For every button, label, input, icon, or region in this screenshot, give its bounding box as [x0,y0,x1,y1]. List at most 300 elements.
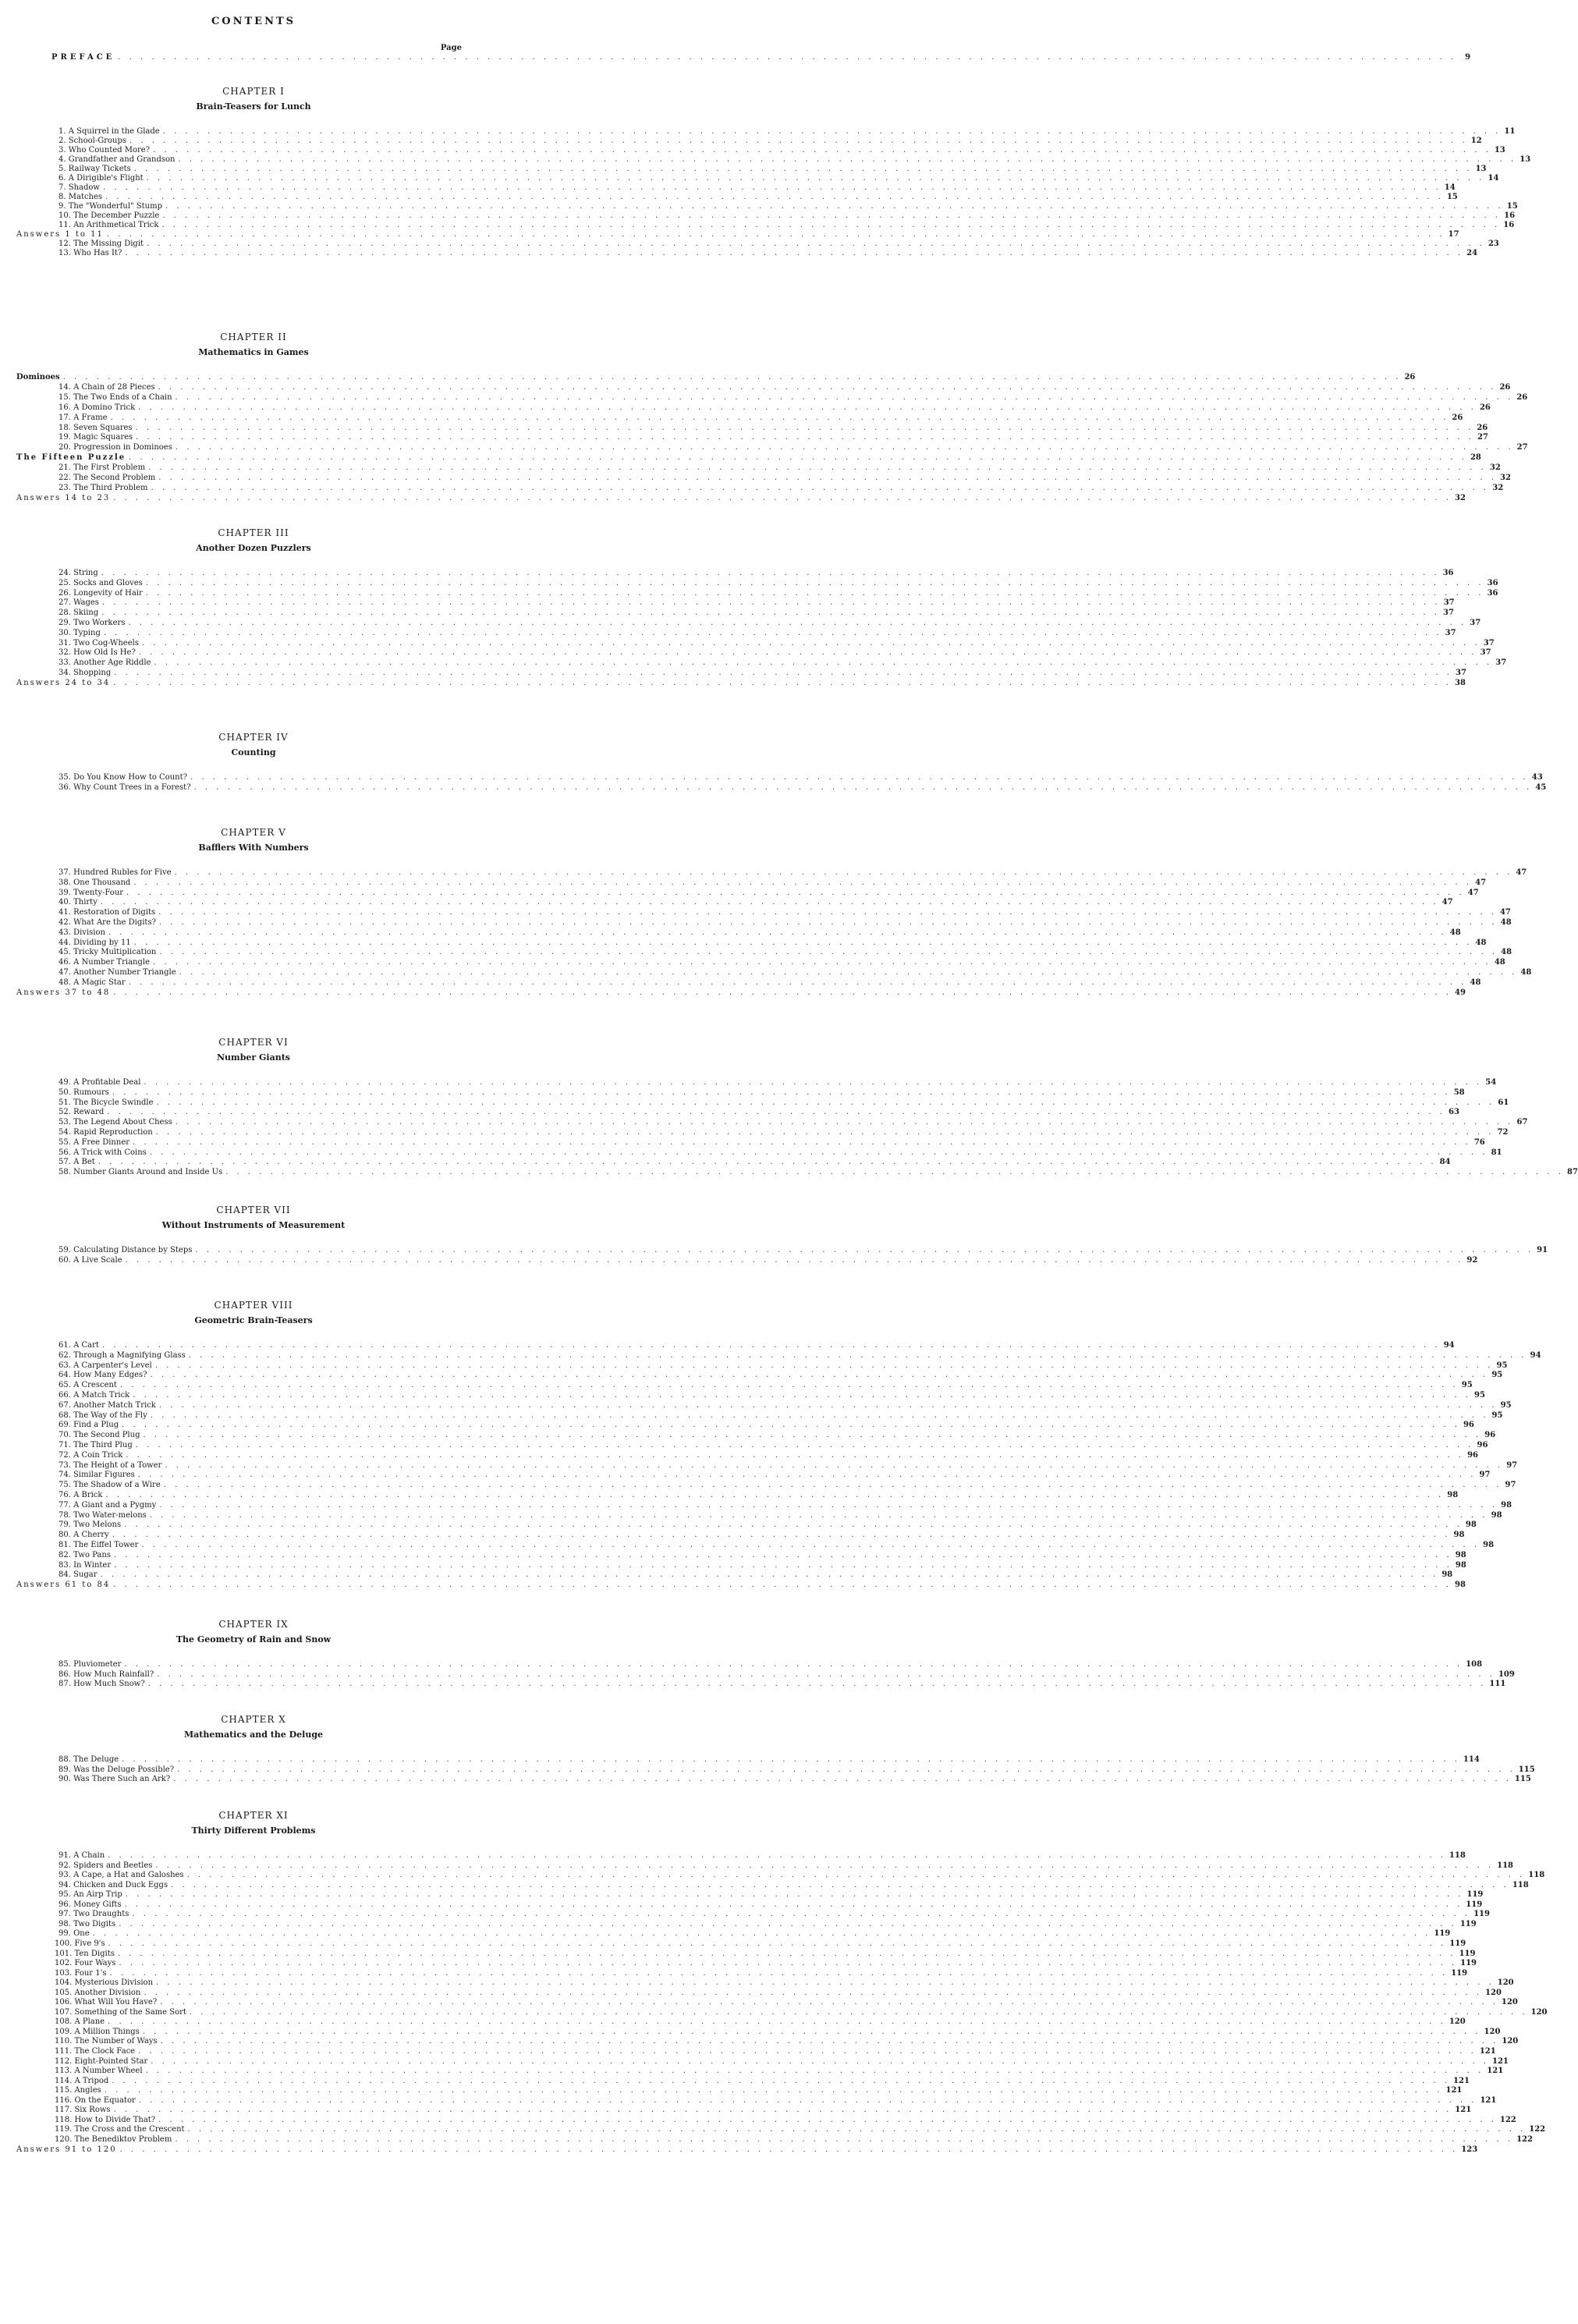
entry-title: 97. Two Draughts [59,1910,129,1919]
dot-leader: . . . . . . . . . . . . . . . . . . . . . . . . . . . . . . . . . . . . . . . . . . . . . . . . . . . . . . . . . . . . . . . . . . . . . . . . . . . . . . . . . . . . . . . . . . . . . . . . . . . . . . . . . . . . . . . . . . . . . . . . [155,1861,1495,1870]
toc-entry[interactable] [59,1087,1465,1098]
dot-leader: . . . . . . . . . . . . . . . . . . . . . . . . . . . . . . . . . . . . . . . . . . . . . . . . . . . . . . . . . . . . . . . . . . . . . . . . . . . . . . . . . . . . . . . . . . . . . . . . . . . . . . . . . . . . . . . . . . . . . . . . [144,1078,1483,1087]
entry-title: 8. Matches [59,193,103,201]
toc-entry[interactable] [59,957,1505,967]
chapter-heading: CHAPTER X [221,1714,286,1725]
entry-page: 26 [1499,382,1511,392]
entry-page: 98 [1483,1541,1495,1549]
entry-title: 39. Twenty-Four [59,888,123,897]
toc-entry[interactable] [59,1410,1503,1421]
dot-leader: . . . . . . . . . . . . . . . . . . . . . . . . . . . . . . . . . . . . . . . . . . . . . . . . . . . . . . . . . . . . . . . . . . . . . . . . . . . . . . . . . . . . . . . . . . . . . . . . . . . . . . . . . . . . . . . . . . . . . . . . [141,1541,1480,1549]
dot-leader: . . . . . . . . . . . . . . . . . . . . . . . . . . . . . . . . . . . . . . . . . . . . . . . . . . . . . . . . . . . . . . . . . . . . . . . . . . . . . . . . . . . . . . . . . . . . . . . . . . . . . . . . . . . . . . . . . . . . . . . . [119,1919,1457,1928]
toc-entry[interactable] [55,1958,1477,1968]
entry-page: 37 [1456,669,1466,677]
toc-entry[interactable] [59,1550,1466,1560]
toc-entry[interactable] [55,2076,1470,2086]
chapter-heading: CHAPTER IX [218,1619,289,1630]
entry-page: 96 [1467,1450,1478,1460]
dot-leader: . . . . . . . . . . . . . . . . . . . . . . . . . . . . . . . . . . . . . . . . . . . . . . . . . . . . . . . . . . . . . . . . . . . . . . . . . . . . . . . . . . . . . . . . . . . . . . . . . . . . . . . . . . . . . . . . . . . . . . . . [150,1410,1489,1420]
toc-entry[interactable] [59,1540,1495,1550]
toc-entry[interactable] [59,442,1528,452]
chapter-heading: CHAPTER II [220,332,287,342]
entry-page: 122 [1529,2125,1546,2134]
toc-entry[interactable] [59,423,1488,433]
toc-entry[interactable] [59,1669,1515,1680]
toc-entry[interactable] [55,1978,1514,1988]
dot-leader: . . . . . . . . . . . . . . . . . . . . . . . . . . . . . . . . . . . . . . . . . . . . . . . . . . . . . . . . . . . . . . . . . . . . . . . . . . . . . . . . . . . . . . . . . . . . . . . . . . . . . . . . . . . . . . . . . . . . . . . . [163,1481,1502,1490]
toc-entry[interactable] [59,1850,1466,1861]
entry-page: 16 [1503,221,1515,229]
entry-title: 53. The Legend About Chess [59,1118,172,1127]
toc-entry[interactable] [55,2124,1546,2134]
toc-entry[interactable] [59,1470,1491,1480]
entry-title: 108. A Plane [55,2017,105,2027]
entry-title: 107. Something of the Same Sort [55,2007,186,2017]
entry-title: 95. An Airp Trip [59,1890,122,1900]
toc-entry[interactable] [59,1430,1496,1440]
dot-leader: . . . . . . . . . . . . . . . . . . . . . . . . . . . . . . . . . . . . . . . . . . . . . . . . . . . . . . . . . . . . . . . . . . . . . . . . . . . . . . . . . . . . . . . . . . . . . . . . . . . . . . . . . . . . . . . . . . . . . . . . [149,1148,1488,1157]
toc-entry[interactable] [59,403,1491,413]
toc-entry[interactable] [59,1510,1502,1520]
entry-page: 121 [1487,2067,1504,2076]
entry-title: 88. The Deluge [59,1755,119,1764]
toc-entry[interactable] [59,432,1488,442]
toc-entry[interactable] [59,1400,1512,1410]
toc-entry[interactable] [59,1137,1485,1148]
entry-title: 3. Who Counted More? [59,146,151,154]
toc-entry[interactable] [59,967,1532,977]
toc-entry[interactable] [59,608,1454,618]
dot-leader: . . . . . . . . . . . . . . . . . . . . . . . . . . . . . . . . . . . . . . . . . . . . . . . . . . . . . . . . . . . . . . . . . . . . . . . . . . . . . . . . . . . . . . . . . . . . . . . . . . . . . . . . . . . . . . . . . . . . . . . . [113,1581,1452,1590]
entry-page: 120 [1501,1998,1518,2007]
dot-leader: . . . . . . . . . . . . . . . . . . . . . . . . . . . . . . . . . . . . . . . . . . . . . . . . . . . . . . . . . . . . . . . . . . . . . . . . . . . . . . . . . . . . . . . . . . . . . . . . . . . . . . . . . . . . . . . . . . . . . . . . [122,1421,1460,1430]
toc-entry[interactable] [59,782,1547,793]
entry-title: 87. How Much Snow? [59,1680,145,1688]
dot-leader: . . . . . . . . . . . . . . . . . . . . . . . . . . . . . . . . . . . . . . . . . . . . . . . . . . . . . . . . . . . . . . . . . . . . . . . . . . . . . . . . . . . . . . . . . . . . . . . . . . . . . . . . . . . . . . . . . . . . . . . . [195,1246,1534,1254]
entry-title: 58. Number Giants Around and Inside Us [59,1168,223,1177]
entry-title: 68. The Way of the Fly [59,1410,147,1420]
entry-page: 121 [1453,2076,1470,2085]
entry-title: 118. How to Divide That? [55,2115,156,2124]
entry-title: 76. A Brick [59,1491,103,1499]
toc-entry[interactable] [59,1889,1484,1900]
toc-entry[interactable] [59,897,1453,907]
dot-leader: . . . . . . . . . . . . . . . . . . . . . . . . . . . . . . . . . . . . . . . . . . . . . . . . . . . . . . . . . . . . . . . . . . . . . . . . . . . . . . . . . . . . . . . . . . . . . . . . . . . . . . . . . . . . . . . . . . . . . . . . [110,413,1449,422]
dot-leader: . . . . . . . . . . . . . . . . . . . . . . . . . . . . . . . . . . . . . . . . . . . . . . . . . . . . . . . . . . . . . . . . . . . . . . . . . . . . . . . . . . . . . . . . . . . . . . . . . . . . . . . . . . . . . . . . . . . . . . . . [156,1978,1495,1988]
entry-title: 89. Was the Deluge Possible? [59,1765,175,1774]
entry-title: 42. What Are the Digits? [59,918,156,927]
toc-entry[interactable] [55,2066,1504,2076]
entry-title: 49. A Profitable Deal [59,1078,141,1087]
toc-entry[interactable] [55,1968,1468,1978]
dot-leader: . . . . . . . . . . . . . . . . . . . . . . . . . . . . . . . . . . . . . . . . . . . . . . . . . . . . . . . . . . . . . . . . . . . . . . . . . . . . . . . . . . . . . . . . . . . . . . . . . . . . . . . . . . . . . . . . . . . . . . . . [98,1158,1437,1167]
toc-entry[interactable] [59,1870,1545,1880]
toc-entry[interactable] [59,1350,1541,1361]
toc-entry[interactable] [55,2027,1501,2037]
entry-title: Answers 1 to 11 [16,230,104,239]
entry-page: 48 [1494,958,1505,967]
dot-leader: . . . . . . . . . . . . . . . . . . . . . . . . . . . . . . . . . . . . . . . . . . . . . . . . . . . . . . . . . . . . . . . . . . . . . . . . . . . . . . . . . . . . . . . . . . . . . . . . . . . . . . . . . . . . . . . . . . . . . . . . [62,373,1402,381]
entry-title: 66. A Match Trick [59,1391,130,1400]
toc-entry[interactable] [59,382,1511,392]
entry-page: 47 [1499,908,1511,917]
entry-page: 16 [1504,211,1516,220]
entry-page: 94 [1443,1341,1455,1350]
dot-leader: . . . . . . . . . . . . . . . . . . . . . . . . . . . . . . . . . . . . . . . . . . . . . . . . . . . . . . . . . . . . . . . . . . . . . . . . . . . . . . . . . . . . . . . . . . . . . . . . . . . . . . . . . . . . . . . . . . . . . . . . [119,1959,1458,1968]
entry-page: 26 [1477,423,1488,432]
dot-leader: . . . . . . . . . . . . . . . . . . . . . . . . . . . . . . . . . . . . . . . . . . . . . . . . . . . . . . . . . . . . . . . . . . . . . . . . . . . . . . . . . . . . . . . . . . . . . . . . . . . . . . . . . . . . . . . . . . . . . . . . [158,382,1497,392]
toc-entry[interactable] [59,1928,1451,1939]
entry-title: 98. Two Digits [59,1919,116,1928]
entry-title: 41. Restoration of Digits [59,908,156,917]
toc-entry[interactable] [59,888,1479,898]
toc-entry[interactable] [59,1861,1513,1871]
entry-page: 26 [1516,392,1528,402]
toc-entry[interactable] [59,1500,1512,1510]
entry-title: 101. Ten Digits [55,1949,115,1958]
entry-title: 91. A Chain [59,1851,105,1860]
toc-entry[interactable] [59,1420,1474,1430]
dot-leader: . . . . . . . . . . . . . . . . . . . . . . . . . . . . . . . . . . . . . . . . . . . . . . . . . . . . . . . . . . . . . . . . . . . . . . . . . . . . . . . . . . . . . . . . . . . . . . . . . . . . . . . . . . . . . . . . . . . . . . . . [158,908,1497,917]
entry-page: 119 [1451,1968,1468,1978]
entry-title: 111. The Clock Face [55,2047,136,2056]
dot-leader: . . . . . . . . . . . . . . . . . . . . . . . . . . . . . . . . . . . . . . . . . . . . . . . . . . . . . . . . . . . . . . . . . . . . . . . . . . . . . . . . . . . . . . . . . . . . . . . . . . . . . . . . . . . . . . . . . . . . . . . . [106,230,1445,239]
toc-entry[interactable] [55,2007,1548,2017]
dot-leader: . . . . . . . . . . . . . . . . . . . . . . . . . . . . . . . . . . . . . . . . . . . . . . . . . . . . . . . . . . . . . . . . . . . . . . . . . . . . . . . . . . . . . . . . . . . . . . . . . . . . . . . . . . . . . . . . . . . . . . . . [162,127,1502,136]
preface-entry[interactable] [51,52,1471,62]
entry-title: 31. Two Cog-Wheels [59,638,139,648]
entry-page: 108 [1466,1660,1483,1669]
toc-entry[interactable] [55,1939,1466,1949]
entry-title: Answers 91 to 120 [16,2145,117,2154]
entry-title: 27. Wages [59,598,99,608]
dot-leader: . . . . . . . . . . . . . . . . . . . . . . . . . . . . . . . . . . . . . . . . . . . . . . . . . . . . . . . . . . . . . . . . . . . . . . . . . . . . . . . . . . . . . . . . . . . . . . . . . . . . . . . . . . . . . . . . . . . . . . . . [187,2125,1527,2134]
toc-entry[interactable] [59,392,1528,403]
entry-title: 96. Money Gifts [59,1900,122,1909]
toc-entry[interactable] [59,907,1511,917]
toc-entry[interactable] [59,1245,1548,1255]
toc-entry[interactable] [59,588,1498,598]
toc-entry[interactable] [59,1919,1477,1929]
entry-title: Answers 61 to 84 [16,1581,111,1590]
dot-leader: . . . . . . . . . . . . . . . . . . . . . . . . . . . . . . . . . . . . . . . . . . . . . . . . . . . . . . . . . . . . . . . . . . . . . . . . . . . . . . . . . . . . . . . . . . . . . . . . . . . . . . . . . . . . . . . . . . . . . . . . [142,2027,1481,2036]
entry-page: 95 [1500,1400,1512,1410]
entry-page: 121 [1480,2095,1497,2105]
entry-page: 26 [1404,373,1416,381]
entry-title: 117. Six Rows [55,2106,111,2115]
entry-page: 48 [1520,968,1532,977]
toc-entry[interactable] [59,1880,1529,1890]
dot-leader: . . . . . . . . . . . . . . . . . . . . . . . . . . . . . . . . . . . . . . . . . . . . . . . . . . . . . . . . . . . . . . . . . . . . . . . . . . . . . . . . . . . . . . . . . . . . . . . . . . . . . . . . . . . . . . . . . . . . . . . . [101,1341,1441,1350]
entry-page: 94 [1530,1350,1541,1360]
entry-title: 77. A Giant and a Pygmy [59,1500,157,1510]
dot-leader: . . . . . . . . . . . . . . . . . . . . . . . . . . . . . . . . . . . . . . . . . . . . . . . . . . . . . . . . . . . . . . . . . . . . . . . . . . . . . . . . . . . . . . . . . . . . . . . . . . . . . . . . . . . . . . . . . . . . . . . . [225,1168,1564,1177]
chapter-heading: CHAPTER V [221,827,286,838]
entry-title: Answers 37 to 48 [16,988,111,997]
dot-leader: . . . . . . . . . . . . . . . . . . . . . . . . . . . . . . . . . . . . . . . . . . . . . . . . . . . . . . . . . . . . . . . . . . . . . . . . . . . . . . . . . . . . . . . . . . . . . . . . . . . . . . . . . . . . . . . . . . . . . . . . [133,878,1473,887]
toc-entry[interactable] [59,1530,1465,1540]
entry-title: 34. Shopping [59,669,112,677]
entry-title: 1. A Squirrel in the Glade [59,127,160,136]
entry-title: 4. Grandfather and Grandson [59,155,176,164]
toc-entry[interactable] [59,578,1498,588]
entry-title: 46. A Number Triangle [59,958,151,967]
toc-entry[interactable] [59,1098,1509,1108]
dot-leader: . . . . . . . . . . . . . . . . . . . . . . . . . . . . . . . . . . . . . . . . . . . . . . . . . . . . . . . . . . . . . . . . . . . . . . . . . . . . . . . . . . . . . . . . . . . . . . . . . . . . . . . . . . . . . . . . . . . . . . . . [113,678,1452,687]
toc-entry[interactable] [55,2105,1472,2115]
entry-page: 97 [1479,1471,1491,1480]
dot-leader: . . . . . . . . . . . . . . . . . . . . . . . . . . . . . . . . . . . . . . . . . . . . . . . . . . . . . . . . . . . . . . . . . . . . . . . . . . . . . . . . . . . . . . . . . . . . . . . . . . . . . . . . . . . . . . . . . . . . . . . . [103,628,1442,637]
chapter-subtitle: Number Giants [217,1052,290,1063]
dot-leader: . . . . . . . . . . . . . . . . . . . . . . . . . . . . . . . . . . . . . . . . . . . . . . . . . . . . . . . . . . . . . . . . . . . . . . . . . . . . . . . . . . . . . . . . . . . . . . . . . . . . . . . . . . . . . . . . . . . . . . . . [126,1450,1464,1460]
entry-page: 122 [1516,2134,1533,2144]
toc-entry[interactable] [59,1560,1466,1570]
dot-leader: . . . . . . . . . . . . . . . . . . . . . . . . . . . . . . . . . . . . . . . . . . . . . . . . . . . . . . . . . . . . . . . . . . . . . . . . . . . . . . . . . . . . . . . . . . . . . . . . . . . . . . . . . . . . . . . . . . . . . . . . [158,474,1497,482]
dot-leader: . . . . . . . . . . . . . . . . . . . . . . . . . . . . . . . . . . . . . . . . . . . . . . . . . . . . . . . . . . . . . . . . . . . . . . . . . . . . . . . . . . . . . . . . . . . . . . . . . . . . . . . . . . . . . . . . . . . . . . . . [148,463,1487,473]
entry-title: 84. Sugar [59,1570,98,1580]
entry-title: 65. A Crescent [59,1381,117,1390]
toc-entry[interactable] [59,648,1491,658]
dot-leader: . . . . . . . . . . . . . . . . . . . . . . . . . . . . . . . . . . . . . . . . . . . . . . . . . . . . . . . . . . . . . . . . . . . . . . . . . . . . . . . . . . . . . . . . . . . . . . . . . . . . . . . . . . . . . . . . . . . . . . . . [125,1255,1464,1265]
dot-leader: . . . . . . . . . . . . . . . . . . . . . . . . . . . . . . . . . . . . . . . . . . . . . . . . . . . . . . . . . . . . . . . . . . . . . . . . . . . . . . . . . . . . . . . . . . . . . . . . . . . . . . . . . . . . . . . . . . . . . . . . [161,221,1501,229]
toc-entry[interactable] [59,1380,1473,1390]
toc-entry[interactable] [59,248,1478,258]
entry-title: 22. The Second Problem [59,474,156,482]
toc-entry[interactable] [59,1520,1477,1530]
toc-entry[interactable] [59,638,1495,648]
toc-entry[interactable] [55,2095,1497,2106]
toc-entry[interactable] [59,1774,1531,1784]
entry-title: 51. The Bicycle Swindle [59,1098,154,1107]
answers-entry[interactable] [16,678,1466,688]
toc-entry[interactable] [55,2017,1466,2027]
toc-entry[interactable] [59,1440,1488,1450]
entry-title: 62. Through a Magnifying Glass [59,1350,186,1360]
toc-entry[interactable] [55,2134,1533,2145]
toc-entry[interactable] [59,483,1504,493]
toc-entry[interactable] [59,1460,1518,1471]
entry-title: 94. Chicken and Duck Eggs [59,1880,168,1889]
entry-page: 121 [1479,2047,1496,2056]
entry-page: 109 [1498,1669,1515,1679]
entry-title: 38. One Thousand [59,878,131,887]
dot-leader: . . . . . . . . . . . . . . . . . . . . . . . . . . . . . . . . . . . . . . . . . . . . . . . . . . . . . . . . . . . . . . . . . . . . . . . . . . . . . . . . . . . . . . . . . . . . . . . . . . . . . . . . . . . . . . . . . . . . . . . . [129,453,1467,463]
dot-leader: . . . . . . . . . . . . . . . . . . . . . . . . . . . . . . . . . . . . . . . . . . . . . . . . . . . . . . . . . . . . . . . . . . . . . . . . . . . . . . . . . . . . . . . . . . . . . . . . . . . . . . . . . . . . . . . . . . . . . . . . [146,174,1485,183]
dot-leader: . . . . . . . . . . . . . . . . . . . . . . . . . . . . . . . . . . . . . . . . . . . . . . . . . . . . . . . . . . . . . . . . . . . . . . . . . . . . . . . . . . . . . . . . . . . . . . . . . . . . . . . . . . . . . . . . . . . . . . . . [138,2047,1477,2056]
toc-entry[interactable] [59,568,1454,578]
chapter-heading: CHAPTER IV [218,732,289,743]
entry-title: 102. Four Ways [55,1959,116,1968]
toc-entry[interactable] [59,1679,1506,1689]
toc-entry[interactable] [55,2085,1463,2095]
entry-page: 43 [1531,773,1543,782]
toc-entry[interactable] [59,1148,1502,1158]
entry-title: 48. A Magic Star [59,977,126,987]
chapter-heading: CHAPTER I [222,86,285,97]
toc-entry[interactable] [55,2036,1519,2046]
dot-leader: . . . . . . . . . . . . . . . . . . . . . . . . . . . . . . . . . . . . . . . . . . . . . . . . . . . . . . . . . . . . . . . . . . . . . . . . . . . . . . . . . . . . . . . . . . . . . . . . . . . . . . . . . . . . . . . . . . . . . . . . [138,2095,1477,2105]
dot-leader: . . . . . . . . . . . . . . . . . . . . . . . . . . . . . . . . . . . . . . . . . . . . . . . . . . . . . . . . . . . . . . . . . . . . . . . . . . . . . . . . . . . . . . . . . . . . . . . . . . . . . . . . . . . . . . . . . . . . . . . . [155,1128,1495,1137]
entry-page: 23 [1488,239,1499,248]
chapter-subtitle: Without Instruments of Measurement [161,1220,346,1230]
chapter-subtitle: Another Dozen Puzzlers [196,543,311,553]
dot-leader: . . . . . . . . . . . . . . . . . . . . . . . . . . . . . . . . . . . . . . . . . . . . . . . . . . . . . . . . . . . . . . . . . . . . . . . . . . . . . . . . . . . . . . . . . . . . . . . . . . . . . . . . . . . . . . . . . . . . . . . . [175,2134,1514,2144]
entry-page: 84 [1439,1158,1451,1167]
entry-title: 59. Calculating Distance by Steps [59,1246,193,1254]
toc-entry[interactable] [59,598,1455,608]
answers-entry[interactable] [16,2145,1478,2155]
toc-entry[interactable] [59,1157,1451,1167]
entry-page: 14 [1488,174,1499,183]
entry-page: 118 [1449,1851,1466,1860]
answers-entry[interactable] [16,988,1466,998]
toc-entry[interactable] [59,473,1511,483]
entry-title: 109. A Million Things [55,2027,140,2036]
dot-leader: . . . . . . . . . . . . . . . . . . . . . . . . . . . . . . . . . . . . . . . . . . . . . . . . . . . . . . . . . . . . . . . . . . . . . . . . . . . . . . . . . . . . . . . . . . . . . . . . . . . . . . . . . . . . . . . . . . . . . . . . [165,202,1504,211]
toc-entry[interactable] [59,463,1501,473]
entry-page: 36 [1442,569,1454,577]
dot-leader: . . . . . . . . . . . . . . . . . . . . . . . . . . . . . . . . . . . . . . . . . . . . . . . . . . . . . . . . . . . . . . . . . . . . . . . . . . . . . . . . . . . . . . . . . . . . . . . . . . . . . . . . . . . . . . . . . . . . . . . . [165,1460,1504,1470]
toc-entry[interactable] [59,1117,1528,1127]
entry-title: 15. The Two Ends of a Chain [59,392,172,402]
toc-entry[interactable] [59,628,1456,638]
toc-entry[interactable] [59,977,1481,988]
toc-entry[interactable] [59,1107,1459,1117]
entry-page: 37 [1443,608,1454,618]
answers-entry[interactable] [16,1580,1466,1590]
dot-leader: . . . . . . . . . . . . . . . . . . . . . . . . . . . . . . . . . . . . . . . . . . . . . . . . . . . . . . . . . . . . . . . . . . . . . . . . . . . . . . . . . . . . . . . . . . . . . . . . . . . . . . . . . . . . . . . . . . . . . . . . [113,988,1452,997]
entry-page: 27 [1477,433,1488,442]
toc-entry[interactable] [59,1570,1453,1580]
toc-entry[interactable] [59,1480,1516,1490]
dot-leader: . . . . . . . . . . . . . . . . . . . . . . . . . . . . . . . . . . . . . . . . . . . . . . . . . . . . . . . . . . . . . . . . . . . . . . . . . . . . . . . . . . . . . . . . . . . . . . . . . . . . . . . . . . . . . . . . . . . . . . . . [125,249,1464,257]
answers-entry[interactable] [16,493,1466,503]
toc-entry[interactable] [59,1390,1485,1400]
chapter-heading: CHAPTER XI [218,1810,289,1821]
dot-leader: . . . . . . . . . . . . . . . . . . . . . . . . . . . . . . . . . . . . . . . . . . . . . . . . . . . . . . . . . . . . . . . . . . . . . . . . . . . . . . . . . . . . . . . . . . . . . . . . . . . . . . . . . . . . . . . . . . . . . . . . [159,1500,1498,1510]
entry-page: 32 [1500,474,1511,482]
entry-title: Dominoes [16,373,60,381]
dot-leader: . . . . . . . . . . . . . . . . . . . . . . . . . . . . . . . . . . . . . . . . . . . . . . . . . . . . . . . . . . . . . . . . . . . . . . . . . . . . . . . . . . . . . . . . . . . . . . . . . . . . . . . . . . . . . . . . . . . . . . . . [133,1137,1471,1147]
entry-page: 119 [1466,1890,1484,1900]
dot-leader: . . . . . . . . . . . . . . . . . . . . . . . . . . . . . . . . . . . . . . . . . . . . . . . . . . . . . . . . . . . . . . . . . . . . . . . . . . . . . . . . . . . . . . . . . . . . . . . . . . . . . . . . . . . . . . . . . . . . . . . . [117,1949,1456,1958]
toc-entry[interactable] [59,1077,1497,1087]
toc-entry[interactable] [59,1909,1490,1919]
entry-page: 115 [1518,1765,1535,1774]
entry-page: 48 [1475,938,1487,947]
toc-entry[interactable] [59,947,1512,957]
toc-entry[interactable] [55,1988,1502,1998]
entry-page: 98 [1455,1550,1466,1559]
toc-entry[interactable] [59,1659,1483,1669]
dot-leader: . . . . . . . . . . . . . . . . . . . . . . . . . . . . . . . . . . . . . . . . . . . . . . . . . . . . . . . . . . . . . . . . . . . . . . . . . . . . . . . . . . . . . . . . . . . . . . . . . . . . . . . . . . . . . . . . . . . . . . . . [135,423,1474,432]
dot-leader: . . . . . . . . . . . . . . . . . . . . . . . . . . . . . . . . . . . . . . . . . . . . . . . . . . . . . . . . . . . . . . . . . . . . . . . . . . . . . . . . . . . . . . . . . . . . . . . . . . . . . . . . . . . . . . . . . . . . . . . . [128,977,1467,987]
page-column-header: Page [440,44,462,52]
toc-entry[interactable] [59,618,1481,628]
toc-entry[interactable] [59,878,1487,888]
entry-page: 32 [1489,463,1501,473]
entry-title: 63. A Carpenter's Level [59,1361,152,1370]
entry-title: 116. On the Equator [55,2095,136,2105]
entry-page: 119 [1434,1929,1451,1939]
section-entry[interactable] [16,372,1416,382]
toc-entry[interactable] [59,668,1466,678]
entry-page: 15 [1506,202,1518,211]
toc-entry[interactable] [59,1255,1478,1265]
chapter-subtitle: Bafflers With Numbers [198,843,309,853]
entry-title: 69. Find a Plug [59,1421,119,1430]
entry-page: 98 [1453,1531,1465,1540]
dot-leader: . . . . . . . . . . . . . . . . . . . . . . . . . . . . . . . . . . . . . . . . . . . . . . . . . . . . . . . . . . . . . . . . . . . . . . . . . . . . . . . . . . . . . . . . . . . . . . . . . . . . . . . . . . . . . . . . . . . . . . . . [100,898,1439,907]
toc-entry[interactable] [59,772,1543,782]
toc-entry[interactable] [59,1765,1535,1775]
entry-page: 98 [1501,1500,1512,1510]
dot-leader: . . . . . . . . . . . . . . . . . . . . . . . . . . . . . . . . . . . . . . . . . . . . . . . . . . . . . . . . . . . . . . . . . . . . . . . . . . . . . . . . . . . . . . . . . . . . . . . . . . . . . . . . . . . . . . . . . . . . . . . . [112,2076,1451,2085]
toc-entry[interactable] [59,1900,1483,1910]
toc-entry[interactable] [59,1340,1455,1350]
toc-entry[interactable] [55,1997,1518,2007]
toc-entry[interactable] [55,1949,1476,1959]
entry-title: Answers 24 to 34 [16,678,111,687]
dot-leader: . . . . . . . . . . . . . . . . . . . . . . . . . . . . . . . . . . . . . . . . . . . . . . . . . . . . . . . . . . . . . . . . . . . . . . . . . . . . . . . . . . . . . . . . . . . . . . . . . . . . . . . . . . . . . . . . . . . . . . . . [133,1391,1471,1400]
toc-entry[interactable] [55,2115,1516,2125]
dot-leader: . . . . . . . . . . . . . . . . . . . . . . . . . . . . . . . . . . . . . . . . . . . . . . . . . . . . . . . . . . . . . . . . . . . . . . . . . . . . . . . . . . . . . . . . . . . . . . . . . . . . . . . . . . . . . . . . . . . . . . . . [144,1988,1483,1997]
entry-title: 103. Four 1's [55,1968,107,1978]
entry-page: 119 [1473,1910,1490,1919]
toc-entry[interactable] [59,1370,1503,1380]
toc-entry[interactable] [59,868,1527,878]
toc-entry[interactable] [59,917,1512,928]
toc-entry[interactable] [59,1490,1459,1500]
toc-entry[interactable] [59,938,1487,948]
dot-leader: . . . . . . . . . . . . . . . . . . . . . . . . . . . . . . . . . . . . . . . . . . . . . . . . . . . . . . . . . . . . . . . . . . . . . . . . . . . . . . . . . . . . . . . . . . . . . . . . . . . . . . . . . . . . . . . . . . . . . . . . [105,1491,1445,1499]
toc-entry[interactable] [59,1755,1480,1765]
toc-entry[interactable] [59,658,1507,668]
toc-entry[interactable] [55,2046,1496,2056]
page-title: CONTENTS [211,16,296,27]
chapter-subtitle: Mathematics in Games [198,347,309,357]
entry-page: 76 [1473,1137,1485,1147]
entry-title: 99. One [59,1929,90,1939]
entry-title: 50. Rumours [59,1087,109,1097]
entry-title: The Fifteen Puzzle [16,453,126,463]
entry-page: 121 [1492,2056,1509,2066]
chapter-heading: CHAPTER VII [216,1205,291,1215]
entry-title: 43. Division [59,928,105,937]
toc-entry[interactable] [55,2056,1509,2067]
section-entry[interactable] [16,452,1481,463]
entry-page: 121 [1455,2106,1472,2115]
dot-leader: . . . . . . . . . . . . . . . . . . . . . . . . . . . . . . . . . . . . . . . . . . . . . . . . . . . . . . . . . . . . . . . . . . . . . . . . . . . . . . . . . . . . . . . . . . . . . . . . . . . . . . . . . . . . . . . . . . . . . . . . [153,958,1491,967]
dot-leader: . . . . . . . . . . . . . . . . . . . . . . . . . . . . . . . . . . . . . . . . . . . . . . . . . . . . . . . . . . . . . . . . . . . . . . . . . . . . . . . . . . . . . . . . . . . . . . . . . . . . . . . . . . . . . . . . . . . . . . . . [175,1118,1514,1127]
toc-entry[interactable] [59,928,1461,938]
entry-title: 67. Another Match Trick [59,1400,156,1410]
entry-title: 30. Typing [59,628,101,637]
toc-entry[interactable] [59,1450,1478,1460]
entry-title: 90. Was There Such an Ark? [59,1775,171,1783]
toc-entry[interactable] [59,413,1463,423]
dot-leader: . . . . . . . . . . . . . . . . . . . . . . . . . . . . . . . . . . . . . . . . . . . . . . . . . . . . . . . . . . . . . . . . . . . . . . . . . . . . . . . . . . . . . . . . . . . . . . . . . . . . . . . . . . . . . . . . . . . . . . . . [138,648,1477,658]
dot-leader: . . . . . . . . . . . . . . . . . . . . . . . . . . . . . . . . . . . . . . . . . . . . . . . . . . . . . . . . . . . . . . . . . . . . . . . . . . . . . . . . . . . . . . . . . . . . . . . . . . . . . . . . . . . . . . . . . . . . . . . . [101,569,1440,577]
dot-leader: . . . . . . . . . . . . . . . . . . . . . . . . . . . . . . . . . . . . . . . . . . . . . . . . . . . . . . . . . . . . . . . . . . . . . . . . . . . . . . . . . . . . . . . . . . . . . . . . . . . . . . . . . . . . . . . . . . . . . . . . [105,193,1444,201]
toc-entry[interactable] [59,1127,1509,1137]
toc-entry[interactable] [59,1361,1508,1371]
entry-title: 23. The Third Problem [59,483,148,492]
toc-entry[interactable] [59,1167,1578,1177]
entry-title: 37. Hundred Rubles for Five [59,868,172,877]
dot-leader: . . . . . . . . . . . . . . . . . . . . . . . . . . . . . . . . . . . . . . . . . . . . . . . . . . . . . . . . . . . . . . . . . . . . . . . . . . . . . . . . . . . . . . . . . . . . . . . . . . . . . . . . . . . . . . . . . . . . . . . . [149,1510,1488,1520]
entry-page: 37 [1480,648,1491,658]
